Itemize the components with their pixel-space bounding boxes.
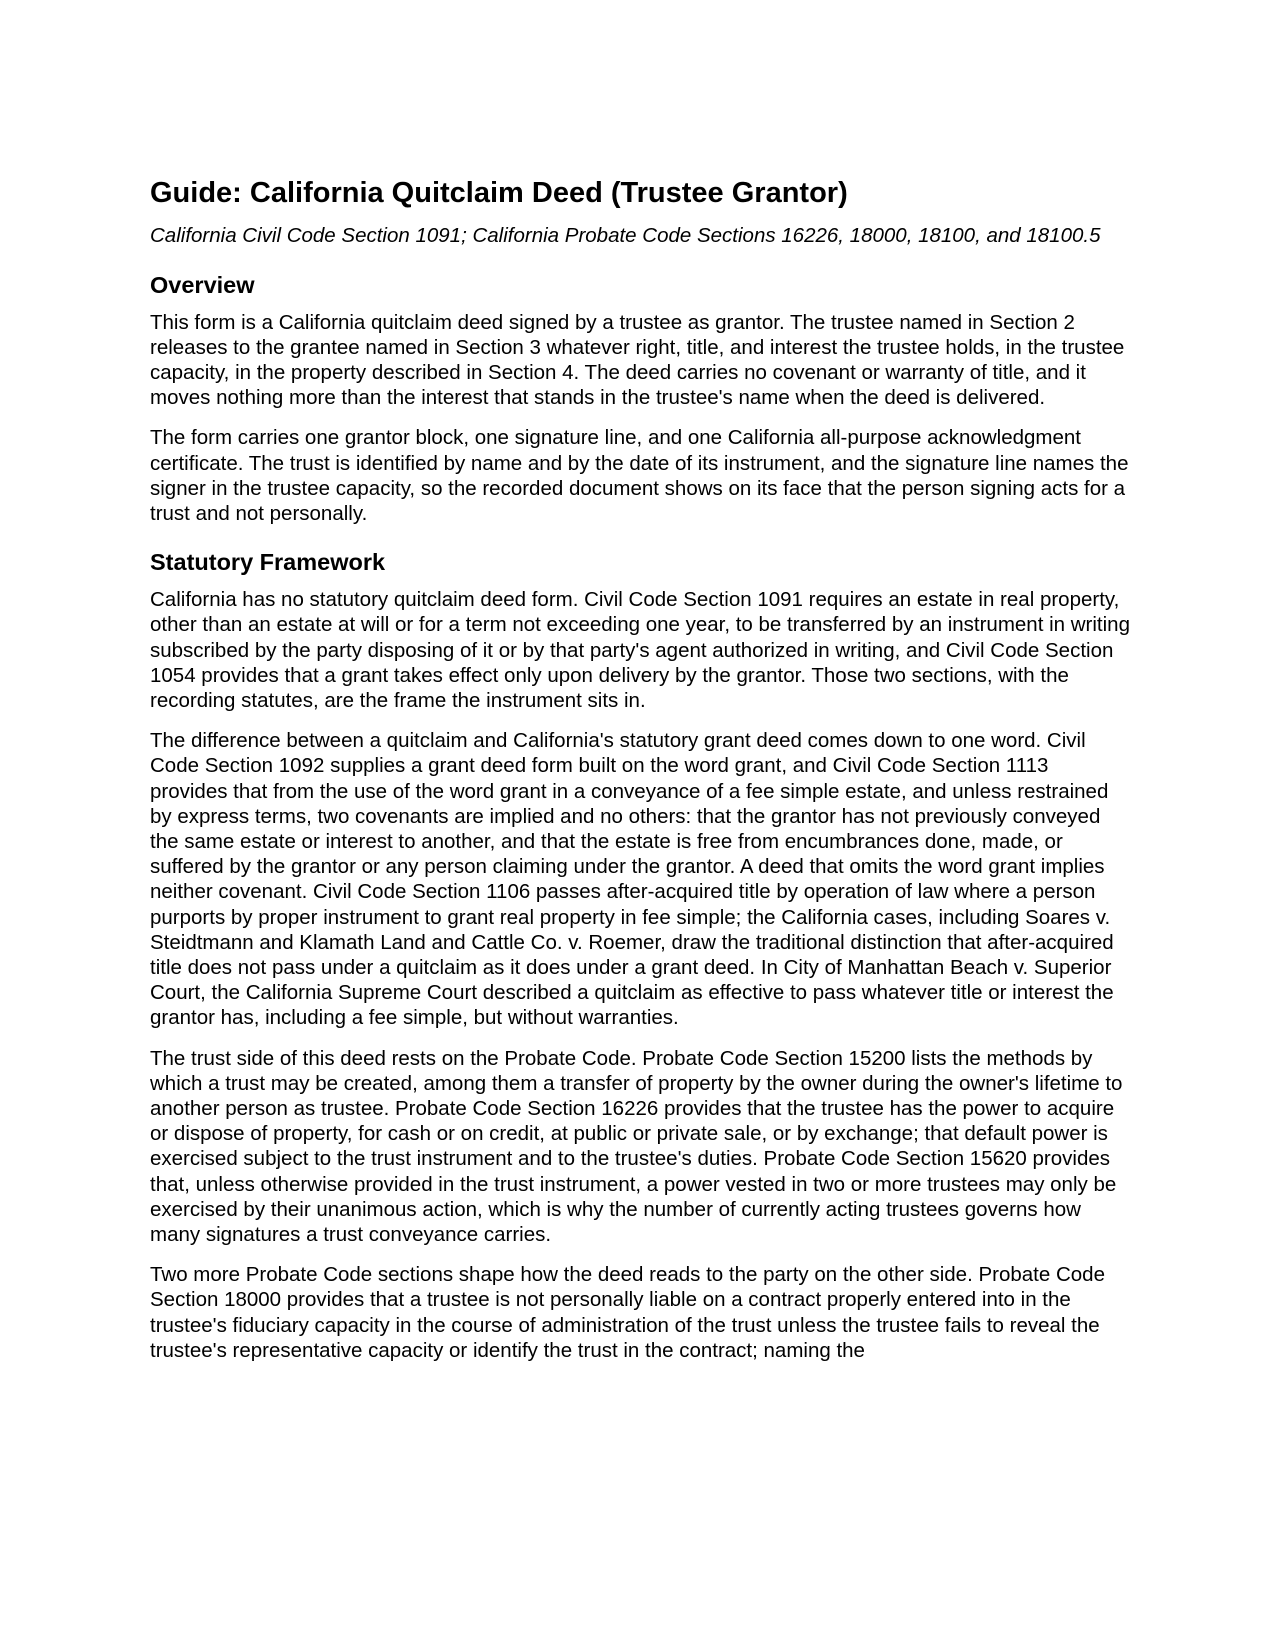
overview-paragraph-1: This form is a California quitclaim deed signed by a trustee as grantor. The trustee named in Section 2 releases to the grantee named in Section 3 whatever right, title, and interest the trustee holds, in the trustee capacity, in the property described in Section 4. The deed carries no covenant or warranty of title, and it moves nothing more than the interest that stands in the trustee's name when the deed is delivered. [150,310,1125,410]
section-heading-statutory-framework: Statutory Framework [150,549,386,576]
framework-paragraph-2: The difference between a quitclaim and California's statutory grant deed comes down to one word. Civil Code Section 1092 supplies a grant deed form built on the word grant, and Civil Code Section 1113 provides that from the use of the word grant in a conveyance of a fee simple estate, and unless restrained by express terms, two covenants are implied and no others: that the grantor has not previously conveyed the same estate or interest to another, and that the estate is free from encumbrances done, made, or suffered by the grantor or any person claiming under the grantor. A deed that omits the word grant implies neither covenant. Civil Code Section 1106 passes after-acquired title by operation of law where a person purports by proper instrument to grant real property in fee simple; the California cases, including Soares v. Steidtmann and Klamath Land and Cattle Co. v. Roemer, draw the traditional distinction that after-acquired title does not pass under a quitclaim as it does under a grant deed. In City of Manhattan Beach v. Superior Court, the California Supreme Court described a quitclaim as effective to pass whatever title or interest the grantor has, including a fee simple, but without warranties. [150,729,1114,1030]
document-page [150,175,1130,1385]
framework-paragraph-3: The trust side of this deed rests on the Probate Code. Probate Code Section 15200 lists the methods by which a trust may be created, among them a transfer of property by the owner during the owner's lifetime to another person as trustee. Probate Code Section 16226 provides that the trustee has the power to acquire or dispose of property, for cash or on credit, at public or private sale, or by exchange; that default power is exercised subject to the trust instrument and to the trustee's duties. Probate Code Section 15620 provides that, unless otherwise provided in the trust instrument, a power vested in two or more trustees may only be exercised by their unanimous action, which is why the number of currently acting trustees governs how many signatures a trust conveyance carries. [150,1046,1123,1246]
framework-paragraph-4: Two more Probate Code sections shape how the deed reads to the party on the other side. Probate Code Section 18000 provides that a trustee is not personally liable on a contract properly entered into in the trustee's fiduciary capacity in the course of administration of the trust unless the trustee fails to reveal the trustee's representative capacity or identify the trust in the contract; naming the [150,1263,1105,1362]
document-title: Guide: California Quitclaim Deed (Trustee Grantor) [150,177,848,209]
section-heading-overview: Overview [150,271,255,298]
section-overview [150,271,1130,527]
section-statutory-framework [150,548,1130,1363]
overview-paragraph-2: The form carries one grantor block, one signature line, and one California all-purpose acknowledgment certificate. The trust is identified by name and by the date of its instrument, and the signature line names the signer in the trustee capacity, so the recorded document shows on its face that the person signing acts for a trust and not personally. [150,426,1129,525]
document-subtitle: California Civil Code Section 1091; California Probate Code Sections 16226, 18000, 18100, and 18100.5 [150,224,1101,247]
framework-paragraph-1: California has no statutory quitclaim deed form. Civil Code Section 1091 requires an estate in real property, other than an estate at will or for a term not exceeding one year, to be transferred by an instrument in writing subscribed by the party disposing of it or by that party's agent authorized in writing, and Civil Code Section 1054 provides that a grant takes effect only upon delivery by the grantor. Those two sections, with the recording statutes, are the frame the instrument sits in. [150,588,1130,712]
